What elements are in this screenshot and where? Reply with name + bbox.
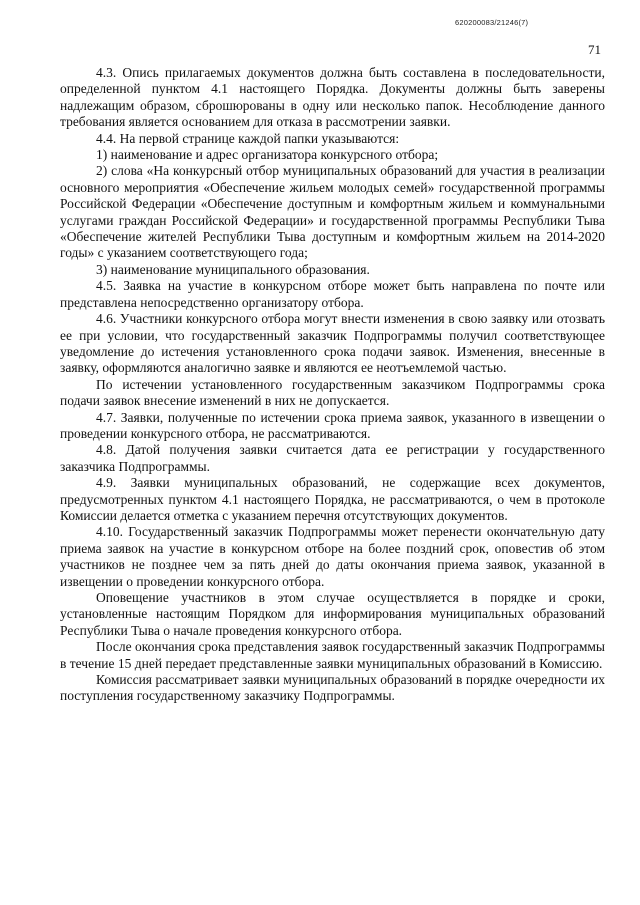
paragraph-4-3: 4.3. Опись прилагаемых документов должна быть составлена в последовательности, определенной пунктом 4.1 настоящего Порядка. Документы должны быть заверены надлежащим образом, сброшюрованы в одну или несколько папок. Несоблюдение данного требования является основанием для отказа в рассмотрении заявки. [60,65,605,130]
paragraph-4-9: 4.9. Заявки муниципальных образований, не содержащие всех документов, предусмотренных пунктом 4.1 настоящего Порядка, не рассматриваются, о чем в протоколе Комиссии делается отметка с указанием перечня отсутствующих документов. [60,475,605,523]
page-number: 71 [588,42,601,57]
list-item-1: 1) наименование и адрес организатора конкурсного отбора; [96,147,439,163]
paragraph-4-4: 4.4. На первой странице каждой папки указываются: [96,130,400,146]
paragraph-4-6-continued: По истечении установленного государственным заказчиком Подпрограммы срока подачи заявок внесение изменений в них не допускается. [60,376,605,409]
paragraph-transfer: После окончания срока представления заявок государственный заказчик Подпрограммы в течение 15 дней передает представленные заявки муниципальных образований в Комиссию. [60,639,605,671]
paragraph-4-6: 4.6. Участники конкурсного отбора могут внести изменения в свою заявку или отозвать ее при условии, что государственный заказчик Подпрограммы получил соответствующее уведомление до истечения установленного срока подачи заявок. Изменения, внесенные в заявку, оформляются аналогично заявке и являются ее неотъемлемой частью. [60,311,605,376]
paragraph-4-5: 4.5. Заявка на участие в конкурсном отборе может быть направлена по почте или представлена непосредственно организатору отбора. [60,278,605,310]
list-item-2: 2) слова «На конкурсный отбор муниципальных образований для участия в реализации основного мероприятия «Обеспечение жильем молодых семей» государственной программы Российской Федерации «Обеспечение доступным и комфортным жильем и коммунальными услугами граждан Российской Федерации» и государственной программы Республики Тыва «Обеспечение жителей Республики Тыва доступным и комфортным жильем на 2014-2020 годы» с указанием соответствующего года; [60,163,605,261]
paragraph-4-10: 4.10. Государственный заказчик Подпрограммы может перенести окончательную дату приема заявок на участие в конкурсном отборе на более поздний срок, оповестив об этом участников не позднее чем за пять дней до даты окончания приема заявок, указанной в извещении о проведении конкурсного отбора. [60,524,605,589]
paragraph-4-8: 4.8. Датой получения заявки считается дата ее регистрации у государственного заказчика Подпрограммы. [60,442,605,474]
document-id: 620200083/21246(7) [455,18,529,27]
paragraph-4-7: 4.7. Заявки, полученные по истечении срока приема заявок, указанного в извещении о проведении конкурсного отбора, не рассматриваются. [60,409,605,441]
paragraph-notification: Оповещение участников в этом случае осуществляется в порядке и сроки, установленные настоящим Порядком для информирования муниципальных образований Республики Тыва о начале проведения конкурсного отбора. [60,590,605,638]
paragraph-review-order: Комиссия рассматривает заявки муниципальных образований в порядке очередности их поступления государственному заказчику Подпрограммы. [60,672,605,704]
document-body [60,65,605,705]
list-item-3: 3) наименование муниципального образования. [96,261,370,277]
